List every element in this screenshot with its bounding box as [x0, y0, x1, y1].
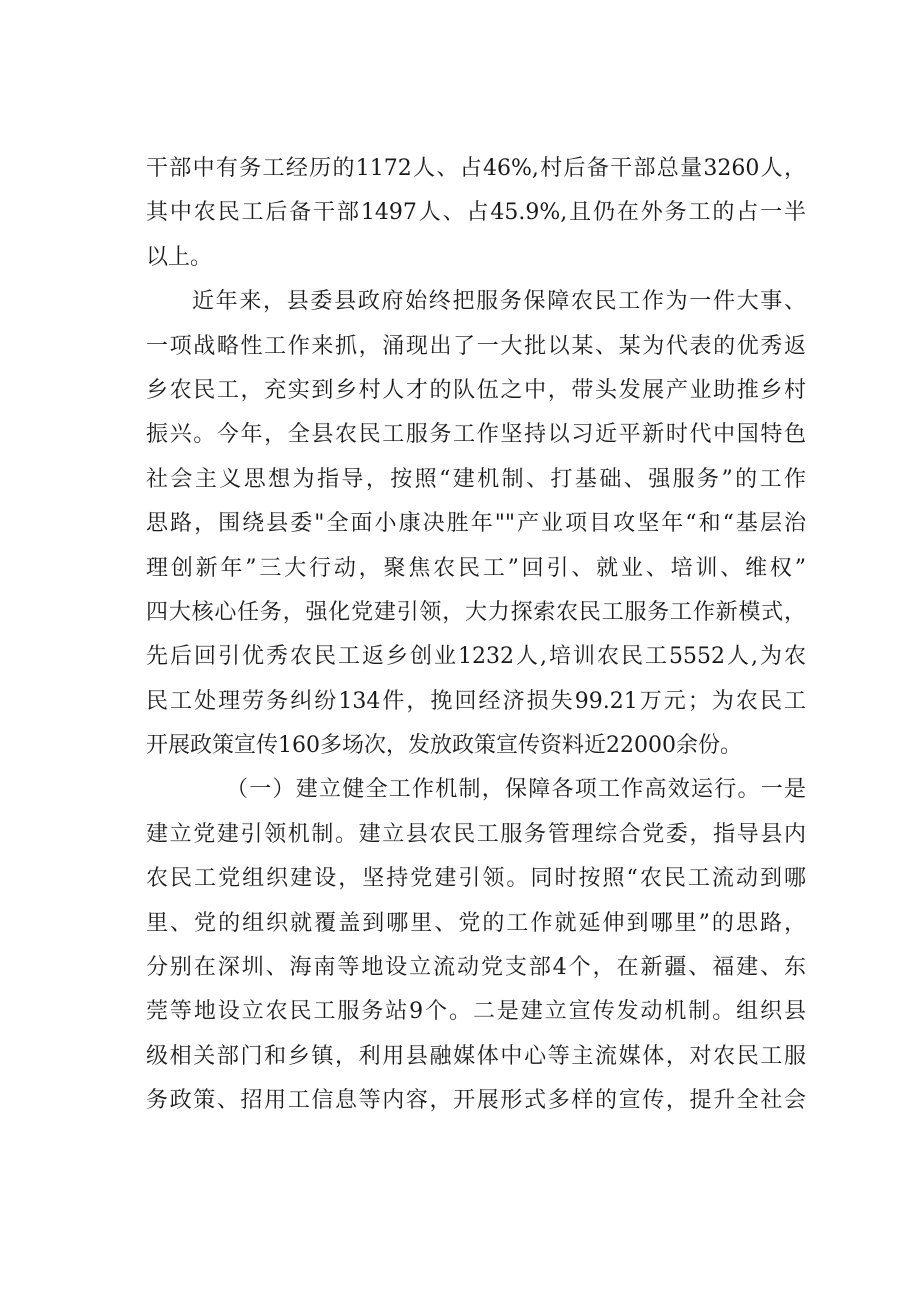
text-line: 务政策、招用工信息等内容，开展形式多样的宣传，提升全社会 — [146, 1088, 806, 1114]
text-line: 级相关部门和乡镇，利用县融媒体中心等主流媒体，对农民工服 — [146, 1043, 806, 1069]
text-line: 干部中有务工经历的1172人、占46%,村后备干部总量3260人， — [146, 156, 806, 181]
text-line: 其中农民工后备干部1497人、占45.9%,且仍在外务工的占一半 — [146, 200, 806, 226]
text-line: 先后回引优秀农民工返乡创业1232人,培训农民工5552人,为农 — [146, 644, 806, 670]
text-line: 社会主义思想为指导，按照“建机制、打基础、强服务”的工作 — [146, 466, 806, 492]
section-heading-line: （一）建立健全工作机制，保障各项工作高效运行。一是 — [226, 777, 806, 803]
text-line: 振兴。今年，全县农民工服务工作坚持以习近平新时代中国特色 — [146, 422, 806, 448]
text-line: 莞等地设立农民工服务站9个。二是建立宣传发动机制。组织县 — [146, 999, 806, 1025]
paragraph-first-line: 近年来，县委县政府始终把服务保障农民工作为一件大事、 — [192, 289, 806, 315]
text-line: 以上。 — [146, 244, 213, 270]
text-line: 农民工党组织建设，坚持党建引领。同时按照“农民工流动到哪 — [146, 866, 806, 892]
text-line: 民工处理劳务纠纷134件，挽回经济损失99.21万元；为农民工 — [146, 688, 806, 714]
text-line: 分别在深圳、海南等地设立流动党支部4个，在新疆、福建、东 — [146, 955, 806, 981]
text-line: 理创新年”三大行动，聚焦农民工”回引、就业、培训、维权” — [146, 555, 806, 581]
text-line: 建立党建引领机制。建立县农民工服务管理综合党委，指导县内 — [146, 821, 806, 847]
text-line: 开展政策宣传160多场次，发放政策宣传资料近22000余份。 — [146, 733, 742, 759]
text-line: 一项战略性工作来抓，涌现出了一大批以某、某为代表的优秀返 — [146, 333, 806, 359]
body-text — [146, 147, 806, 1124]
text-line: 乡农民工，充实到乡村人才的队伍之中，带头发展产业助推乡村 — [146, 377, 806, 403]
text-line: 里、党的组织就覆盖到哪里、党的工作就延伸到哪里”的思路， — [146, 910, 806, 936]
text-line: 思路，围绕县委"全面小康决胜年""产业项目攻坚年“和“基层治 — [146, 511, 806, 537]
text-line: 四大核心任务，强化党建引领，大力探索农民工服务工作新模式， — [146, 599, 806, 625]
